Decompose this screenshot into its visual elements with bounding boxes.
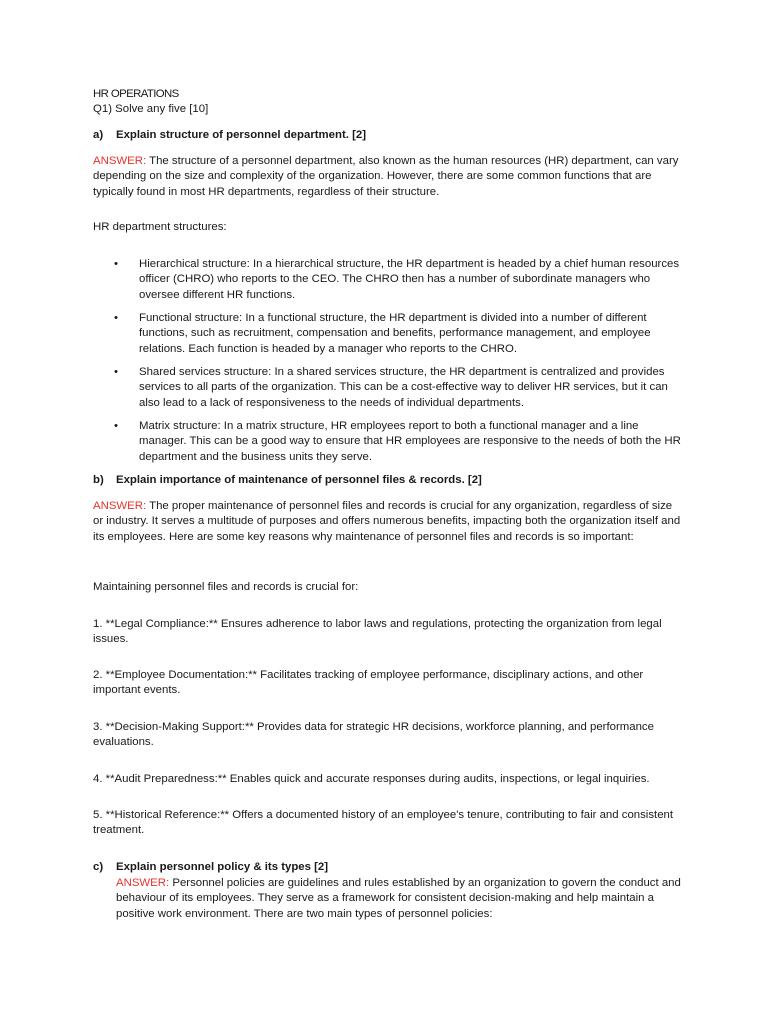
list-item-text: Shared services structure: In a shared services structure, the HR department is centralized and provides services to all parts of the organization. This can be a cost-effective way to deliver HR services, but it can also lead to a lack of responsiveness to the needs of individual departments. [139, 366, 668, 409]
question-b-letter: b) [93, 474, 104, 486]
list-item [114, 365, 684, 411]
hr-structures-list [114, 311, 684, 357]
question-b-text: Explain importance of maintenance of personnel files & records. [2] [116, 474, 482, 486]
hr-structures-list [114, 365, 684, 411]
bullet-icon: • [114, 366, 118, 378]
answer-b-text: The proper maintenance of personnel files and records is crucial for any organization, regardless of size or industry. It serves a multitude of purposes and offers numerous benefits, impacting both the organization itself and its employees. Here are some key reasons why maintenance of personnel files and records is so important: [93, 500, 681, 543]
answer-b-paragraph [93, 499, 683, 545]
list-item-text: Functional structure: In a functional structure, the HR department is divided into a number of different functions, such as recruitment, compensation and benefits, performance management, and employee relations. Each function is headed by a manager who reports to the CHRO. [139, 312, 651, 355]
question-a-text: Explain structure of personnel department. [2] [116, 129, 367, 141]
answer-a-text: The structure of a personnel department, also known as the human resources (HR) department, can vary depending on the size and complexity of the organization. However, there are some common functions that are typically found in most HR departments, regardless of their structure. [93, 155, 679, 198]
question-c-heading [93, 860, 683, 875]
list-item [114, 419, 684, 465]
answer-a-list-intro: HR department structures: [93, 221, 227, 233]
list-item-text: Hierarchical structure: In a hierarchical structure, the HR department is headed by a chief human resources officer (CHRO) who reports to the CEO. The CHRO then has a number of subordinate managers who oversee different HR functions. [139, 258, 680, 301]
answer-c-text: Personnel policies are guidelines and rules established by an organization to govern the conduct and behaviour of its employees. They serve as a framework for consistent decision-making and help maintain a positive work environment. There are two main types of personnel policies: [116, 877, 681, 920]
answer-c-paragraph [116, 876, 684, 922]
answer-a-label: ANSWER: [93, 155, 147, 167]
bullet-icon: • [114, 258, 118, 270]
document-title: HR OPERATIONS [93, 88, 179, 100]
answer-b-point: 3. **Decision-Making Support:** Provides data for strategic HR decisions, workforce planning, and performance evaluations. [93, 721, 654, 749]
answer-b-list-intro: Maintaining personnel files and records is crucial for: [93, 581, 359, 593]
question-b-heading [93, 473, 683, 488]
answer-b-point: 2. **Employee Documentation:** Facilitates tracking of employee performance, disciplinary actions, and other important events. [93, 669, 644, 697]
answer-b-point: 4. **Audit Preparedness:** Enables quick and accurate responses during audits, inspections, or legal inquiries. [93, 773, 650, 785]
list-item [114, 311, 684, 357]
hr-structures-list [114, 419, 684, 465]
bullet-icon: • [114, 312, 118, 324]
question-c-letter: c) [93, 861, 104, 873]
answer-b-point: 1. **Legal Compliance:** Ensures adherence to labor laws and regulations, protecting the organization from legal issues. [93, 618, 662, 646]
question-c-text: Explain personnel policy & its types [2] [116, 861, 329, 873]
document-subtitle: Q1) Solve any five [10] [93, 103, 209, 115]
bullet-icon: • [114, 420, 118, 432]
answer-c-label: ANSWER: [116, 877, 170, 889]
list-item [114, 257, 684, 303]
answer-b-point: 5. **Historical Reference:** Offers a documented history of an employee's tenure, contributing to fair and consistent treatment. [93, 809, 674, 837]
hr-structures-list [114, 257, 684, 303]
question-a-letter: a) [93, 129, 104, 141]
question-a-heading [93, 128, 683, 143]
list-item-text: Matrix structure: In a matrix structure, HR employees report to both a functional manager and a line manager. This can be a good way to ensure that HR employees are responsive to the needs of both the HR department and the business units they serve. [139, 420, 681, 463]
answer-b-label: ANSWER: [93, 500, 147, 512]
answer-a-paragraph [93, 154, 683, 200]
